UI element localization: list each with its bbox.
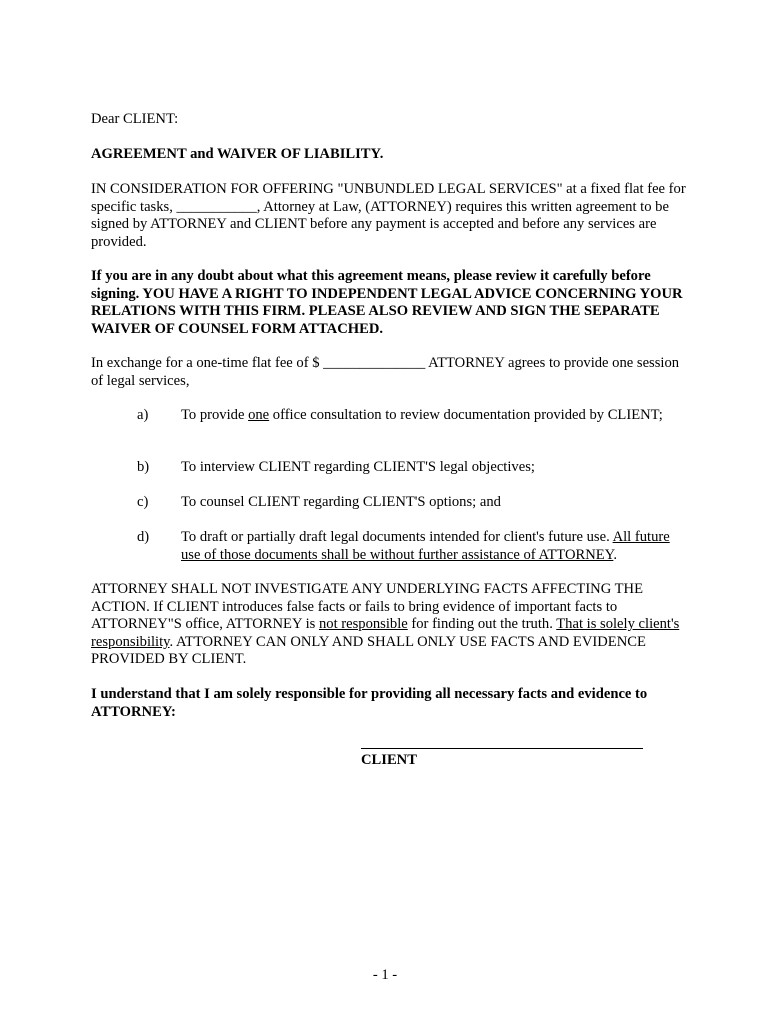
salutation: Dear CLIENT: [91, 111, 179, 127]
service-item-text: To provide [181, 407, 249, 423]
service-item-text: . [613, 546, 617, 563]
facts-text: . ATTORNEY CAN ONLY AND SHALL ONLY USE FACTS AND EVIDENCE PROVIDED BY CLIENT. [91, 633, 646, 668]
service-item-label: a) [137, 407, 149, 423]
signature-label: CLIENT [361, 752, 417, 768]
service-item-underlined: one [248, 407, 270, 423]
exchange-paragraph: In exchange for a one-time flat fee of $ ______________ ATTORNEY agrees to provide one session of legal services, [91, 355, 680, 389]
service-item-label: d) [137, 529, 150, 545]
agreement-heading: AGREEMENT and WAIVER OF LIABILITY. [91, 146, 384, 162]
service-item-text: To draft or partially draft legal documents intended for client's future use. [181, 529, 613, 545]
service-item-label: c) [137, 494, 149, 510]
warning-paragraph: If you are in any doubt about what this agreement means, please review it carefully before signing. YOU HAVE A RIGHT TO INDEPENDENT LEGAL ADVICE CONCERNING YOUR RELATIONS WITH THIS FIRM. PLEASE ALSO REVIEW AND SIGN THE SEPARATE WAIVER OF COUNSEL FORM ATTACHED. [91, 268, 683, 337]
facts-text: for finding out the truth. [407, 616, 557, 633]
service-item-a [181, 407, 691, 425]
service-item-underlined: All future use of those documents shall be without further assistance of ATTORNEY [181, 529, 670, 563]
service-item-c: To counsel CLIENT regarding CLIENT'S options; and [181, 494, 501, 510]
acknowledgement-paragraph: I understand that I am solely responsible for providing all necessary facts and evidence to ATTORNEY: [91, 686, 648, 720]
service-item-label: b) [137, 459, 150, 475]
signature-line[interactable] [361, 748, 643, 749]
facts-text: ATTORNEY SHALL NOT INVESTIGATE ANY UNDERLYING FACTS AFFECTING THE ACTION. If CLIENT introduces false facts or fails to bring evidence of important facts to ATTORNEY"S office, ATTORNEY is [91, 581, 644, 633]
service-item-text: office consultation to review documentation provided by CLIENT; [269, 407, 663, 423]
service-item-d [181, 529, 691, 564]
facts-underlined: That is solely client's responsibility [91, 616, 680, 650]
facts-underlined: not responsible [318, 616, 408, 633]
consideration-paragraph: IN CONSIDERATION FOR OFFERING "UNBUNDLED LEGAL SERVICES" at a fixed flat fee for specific tasks, ___________, Attorney at Law, (ATTORNEY) requires this written agreement to be signed by ATTORNEY and CLIENT before any payment is accepted and before any services are provided. [91, 181, 686, 250]
facts-paragraph [91, 581, 691, 669]
service-item-b: To interview CLIENT regarding CLIENT'S legal objectives; [181, 459, 535, 475]
page-number: - 1 - [372, 967, 398, 983]
